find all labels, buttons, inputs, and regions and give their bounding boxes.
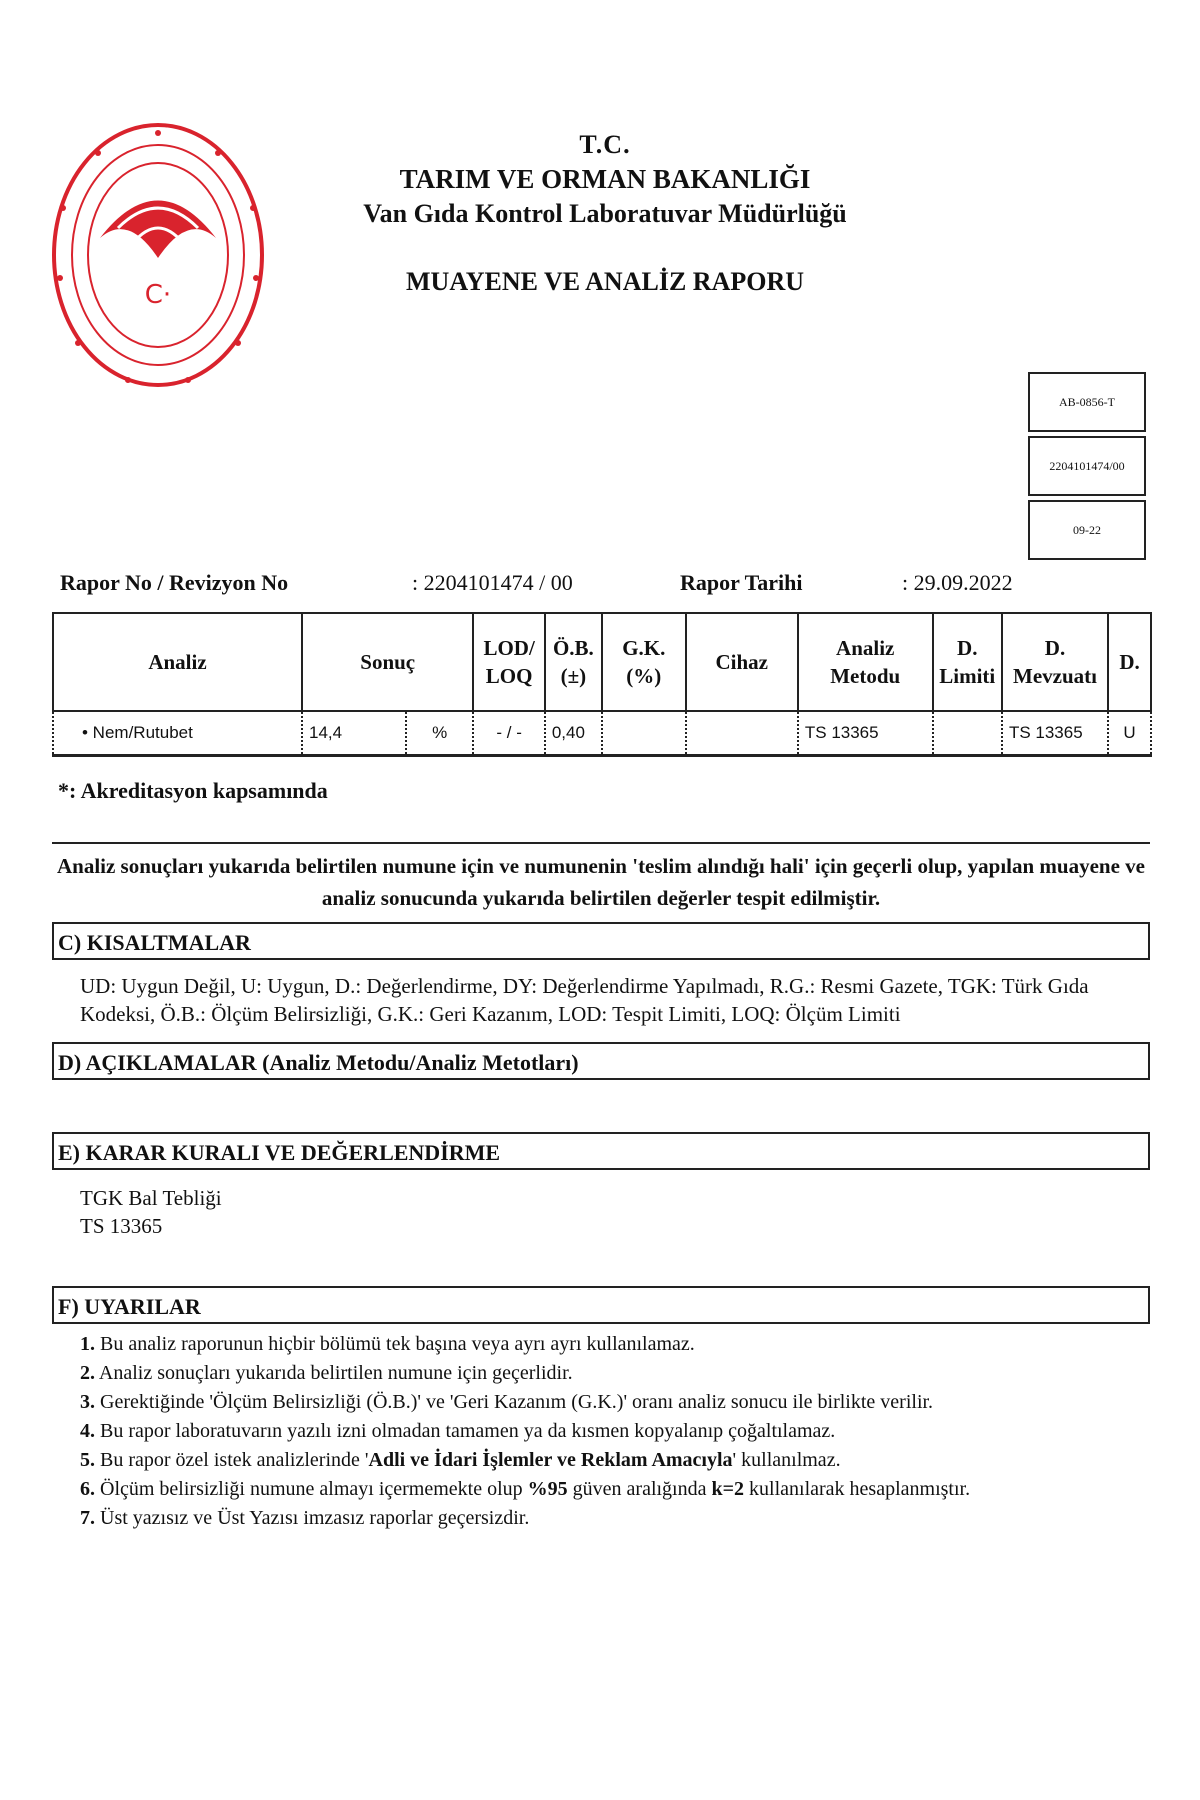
- col-gk: G.K. (%): [602, 613, 686, 711]
- section-c-title: C) KISALTMALAR: [52, 922, 1150, 960]
- col-metod: Analiz Metodu: [798, 613, 933, 711]
- analysis-table: [52, 612, 1152, 757]
- code-box: 2204101474/00: [1028, 436, 1146, 496]
- code-box: 09-22: [1028, 500, 1146, 560]
- seal-crescent: C·: [144, 280, 172, 310]
- col-sonuc: Sonuç: [302, 613, 473, 711]
- report-date-value: : 29.09.2022: [902, 570, 1013, 595]
- list-item: 7. Üst yazısız ve Üst Yazısı imzasız raporlar geçersizdir.: [80, 1507, 530, 1529]
- col-d: D.: [1108, 613, 1151, 711]
- col-limit: D. Limiti: [933, 613, 1002, 711]
- col-cihaz: Cihaz: [686, 613, 798, 711]
- page-top-blank: [0, 0, 1200, 100]
- list-item: 2. Analiz sonuçları yukarıda belirtilen numune için geçerlidir.: [80, 1362, 573, 1384]
- akreditasyon-note: *: Akreditasyon kapsamında: [58, 778, 328, 803]
- col-mevzuat: D. Mevzuatı: [1002, 613, 1108, 711]
- list-item: 4. Bu rapor laboratuvarın yazılı izni olmadan tamamen ya da kısmen kopyalanıp çoğaltılamaz.: [80, 1420, 836, 1442]
- report-title: MUAYENE VE ANALİZ RAPORU: [406, 267, 804, 296]
- cell-gk: [602, 711, 686, 756]
- report-no-value: : 2204101474 / 00: [412, 570, 573, 595]
- table-row: [53, 711, 1151, 756]
- header-tc: T.C.: [579, 130, 631, 159]
- report-date-label: Rapor Tarihi: [680, 570, 803, 595]
- cell-mevzuat: TS 13365: [1002, 711, 1108, 756]
- code-box: AB-0856-T: [1028, 372, 1146, 432]
- list-item: 5. Bu rapor özel istek analizlerinde 'Adli ve İdari İşlemler ve Reklam Amacıyla' kullanılmaz.: [80, 1449, 841, 1471]
- section-e-line1: TGK Bal Tebliği: [80, 1186, 222, 1210]
- cell-d: U: [1108, 711, 1151, 756]
- cell-metod: TS 13365: [798, 711, 933, 756]
- report-header: [300, 130, 910, 297]
- warnings-list: [80, 1330, 970, 1533]
- section-f-title: F) UYARILAR: [52, 1286, 1150, 1324]
- cell-unit: %: [406, 711, 473, 756]
- list-item: 1. Bu analiz raporunun hiçbir bölümü tek başına veya ayrı ayrı kullanılamaz.: [80, 1333, 695, 1355]
- col-analiz: Analiz: [53, 613, 302, 711]
- cell-sonuc: 14,4: [302, 711, 406, 756]
- cell-cihaz: [686, 711, 798, 756]
- section-c-text: UD: Uygun Değil, U: Uygun, D.: Değerlendirme, DY: Değerlendirme Yapılmadı, R.G.: Resmi Gazete, TGK: Türk Gıda Kodeksi, Ö.B.: Ölçüm Belirsizliği, G.K.: Geri Kazanım, LOD: Tespit Limiti, LOQ: Ölçüm Limiti: [80, 974, 1089, 1026]
- col-ob: Ö.B. (±): [545, 613, 602, 711]
- list-item: 6. Ölçüm belirsizliği numune almayı içermemekte olup %95 güven aralığında k=2 kullanılarak hesaplanmıştır.: [80, 1478, 971, 1500]
- header-lab: Van Gıda Kontrol Laboratuvar Müdürlüğü: [363, 199, 847, 228]
- cell-limit: [933, 711, 1002, 756]
- ministry-seal-icon: [48, 118, 268, 393]
- list-item: 3. Gerektiğinde 'Ölçüm Belirsizliği (Ö.B.)' ve 'Geri Kazanım (G.K.)' oranı analiz sonucu ile birlikte verilir.: [80, 1391, 934, 1413]
- cell-ob: 0,40: [545, 711, 602, 756]
- section-e-title: E) KARAR KURALI VE DEĞERLENDİRME: [52, 1132, 1150, 1170]
- section-e-line2: TS 13365: [80, 1214, 163, 1238]
- col-lodloq: LOD/ LOQ: [473, 613, 544, 711]
- report-no-label: Rapor No / Revizyon No: [60, 570, 289, 595]
- cell-lodloq: - / -: [473, 711, 544, 756]
- section-d-title: D) AÇIKLAMALAR (Analiz Metodu/Analiz Metotları): [52, 1042, 1150, 1080]
- header-ministry: TARIM VE ORMAN BAKANLIĞI: [399, 164, 811, 194]
- divider: [52, 842, 1150, 844]
- validity-note: Analiz sonuçları yukarıda belirtilen numune için ve numunenin 'teslim alındığı hali' için geçerli olup, yapılan muayene ve analiz sonucunda yukarıda belirtilen değerler tespit edilmiştir.: [56, 854, 1146, 910]
- code-boxes: [1028, 372, 1146, 564]
- cell-analiz: • Nem/Rutubet: [53, 711, 302, 756]
